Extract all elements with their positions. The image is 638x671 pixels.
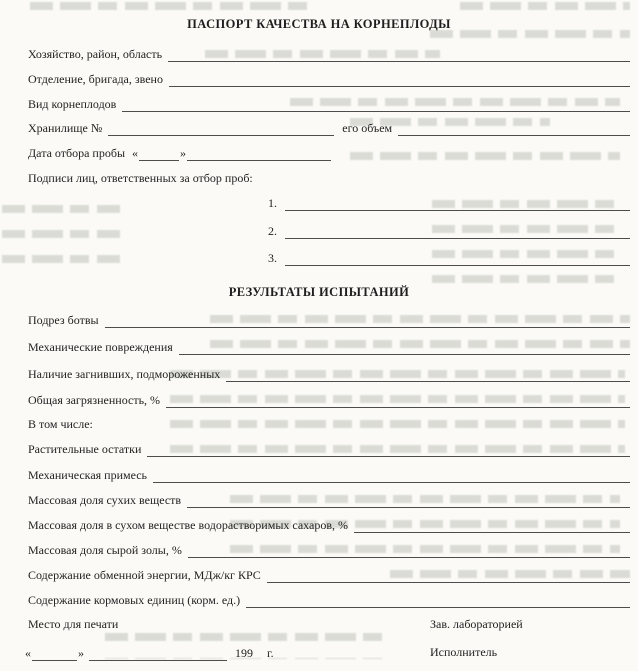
result-label: Механические повреждения [28,340,173,354]
fill-line [179,340,630,355]
fill-line [153,468,630,483]
signature-line [285,251,630,266]
field-label-root-kind: Вид корнеплодов [28,97,117,111]
lab-head-label: Зав. лабораторией [430,617,523,631]
result-row-mechanical-admixture [28,467,630,483]
result-row-including [28,416,630,432]
stamp-place-label: Место для печати [28,617,119,631]
signature-line [285,196,630,211]
bleedthrough-artifact [432,200,617,285]
result-label: В том числе: [28,417,93,431]
fill-line [168,47,630,62]
fill-line [246,593,630,608]
result-row-soluble-sugars [28,517,630,533]
fill-line-month [89,646,227,661]
open-quote: « [25,646,31,660]
result-label: Наличие загнивших, подмороженных [28,367,221,381]
fill-line [267,568,630,583]
field-label-storage-no: Хранилище № [28,121,103,135]
signers-heading-row [28,170,630,186]
signature-number: 2. [268,224,277,238]
field-row-root-kind [28,96,630,112]
result-label: Массовая доля в сухом веществе водорастворимых сахаров, % [28,518,349,532]
signers-heading: Подписи лиц, ответственных за отбор проб: [28,171,253,185]
fill-line-day [32,646,77,661]
bleedthrough-artifact [30,2,310,12]
bleedthrough-artifact [2,205,122,275]
executor-label: Исполнитель [430,645,498,659]
field-label-storage-volume: его объем [342,121,393,135]
result-label: Растительные остатки [28,442,142,456]
result-row-crude-ash [28,542,630,558]
result-row-metabolic-energy [28,567,630,583]
field-row-brigade [28,71,630,87]
page-title: ПАСПОРТ КАЧЕСТВА НА КОРНЕПЛОДЫ [187,17,451,31]
result-row-rotten-frozen [28,366,630,382]
fill-line [398,121,630,136]
year-suffix: г. [267,646,274,660]
signature-number: 3. [268,251,277,265]
fill-line [108,121,334,136]
field-label-brigade: Отделение, бригада, звено [28,72,163,86]
fill-line [354,518,630,533]
footer-date-row [24,645,272,661]
result-label: Массовая доля сырой золы, % [28,543,182,557]
spacer [331,147,630,161]
fill-line [226,367,630,382]
result-label: Подрез ботвы [28,313,99,327]
result-row-dry-matter [28,492,630,508]
signature-row-3 [268,250,630,266]
result-label: Общая загрязненность, % [28,393,161,407]
signature-row-1 [268,195,630,211]
fill-line [188,543,630,558]
results-heading: РЕЗУЛЬТАТЫ ИСПЫТАНИЙ [228,285,410,299]
result-row-feed-units [28,592,630,608]
year-prefix: 199 [235,646,253,660]
result-row-tops-cut [28,312,630,328]
result-row-total-contamination [28,392,630,408]
fill-line [169,72,630,87]
fill-line [105,313,630,328]
fill-line [187,493,630,508]
field-row-storage [28,120,630,136]
result-label: Механическая примесь [28,468,148,482]
fill-line [147,442,630,457]
field-label-farm: Хозяйство, район, область [28,47,163,61]
close-quote: » [180,146,187,160]
fill-line-month [187,146,331,161]
fill-line [122,97,630,112]
field-label-sample-date: Дата отбора пробы [28,146,126,160]
close-quote: » [78,646,84,660]
signature-line [285,224,630,239]
result-label: Содержание обменной энергии, МДж/кг КРС [28,568,261,582]
bleedthrough-artifact [460,2,630,12]
result-row-plant-residues [28,441,630,457]
signature-row-2 [268,223,630,239]
signature-number: 1. [268,196,277,210]
field-row-farm [28,46,630,62]
open-quote: « [132,146,139,160]
result-label: Массовая доля сухих веществ [28,493,182,507]
field-row-sample-date [28,145,630,161]
result-label: Содержание кормовых единиц (корм. ед.) [28,593,241,607]
result-row-mechanical-damage [28,339,630,355]
fill-line [166,393,630,408]
fill-line-day [139,146,179,161]
